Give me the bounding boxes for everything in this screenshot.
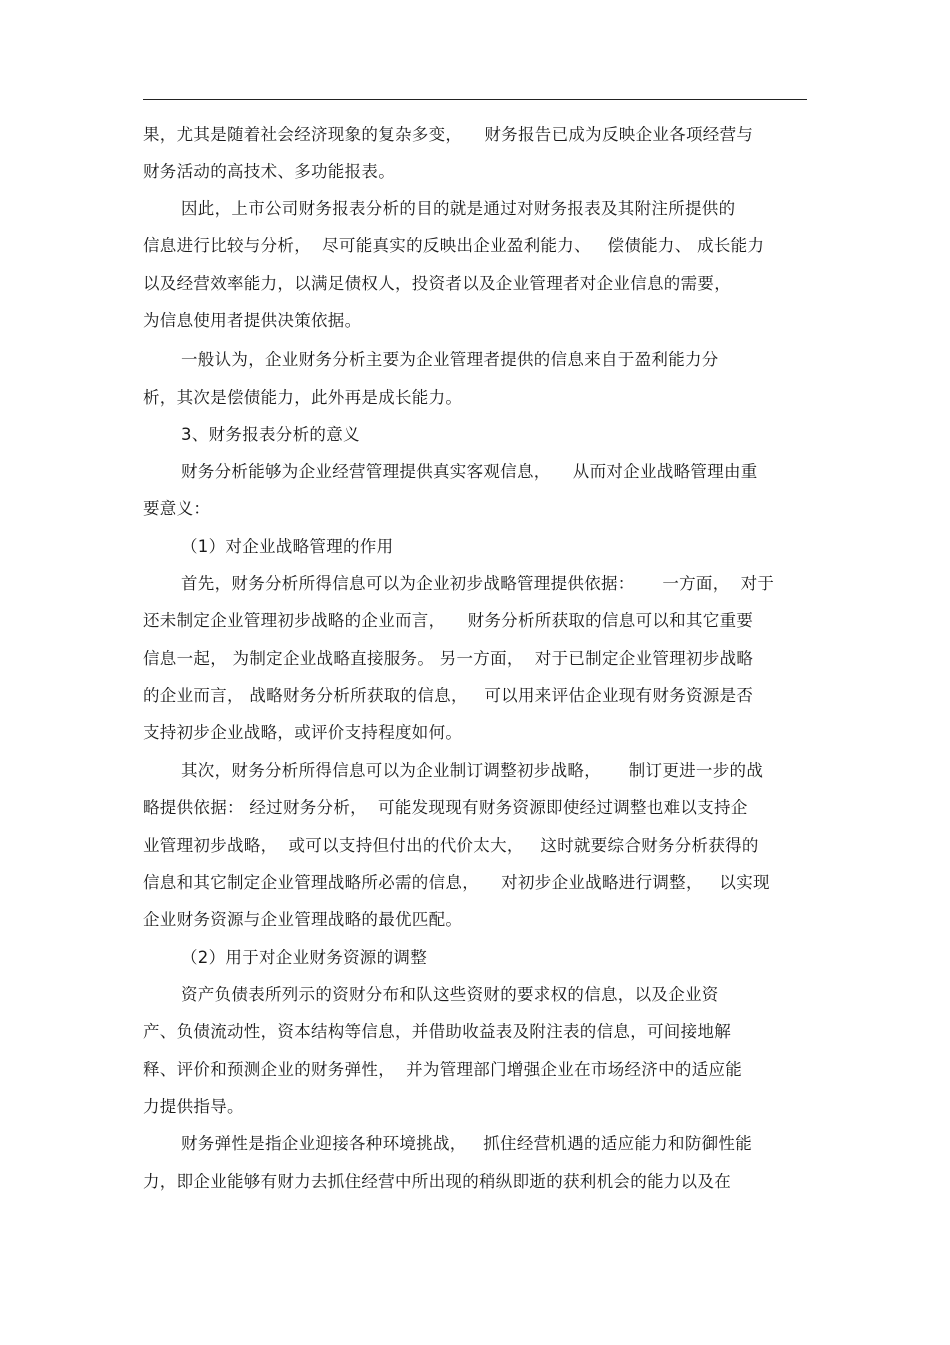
text-line: 以及经营效率能力，以满足债权人，投资者以及企业管理者对企业信息的需要， (143, 274, 731, 293)
text-line: 信息和其它制定企业管理战略所必需的信息， 对初步企业战略进行调整， 以实现 (143, 873, 770, 892)
text-line: 其次，财务分析所得信息可以为企业制订调整初步战略， 制订更进一步的战 (181, 761, 764, 780)
header-rule (143, 99, 807, 100)
text-line: 财务弹性是指企业迎接各种环境挑战， 抓住经营机遇的适应能力和防御性能 (181, 1134, 753, 1153)
text-line: 支持初步企业战略，或评价支持程度如何。 (143, 723, 463, 742)
section-heading: 3、财务报表分析的意义 (181, 425, 360, 444)
text-line: 一般认为，企业财务分析主要为企业管理者提供的信息来自于盈利能力分 (181, 350, 719, 369)
text-line: 企业财务资源与企业管理战略的最优匹配。 (143, 910, 463, 929)
text-line: 释、评价和预测企业的财务弹性， 并为管理部门增强企业在市场经济中的适应能 (143, 1060, 743, 1079)
text-line: 力，即企业能够有财力去抓住经营中所出现的稍纵即逝的获利机会的能力以及在 (143, 1172, 731, 1191)
text-line: 因此，上市公司财务报表分析的目的就是通过对财务报表及其附注所提供的 (181, 199, 736, 218)
text-line: 信息进行比较与分析， 尽可能真实的反映出企业盈利能力、 偿债能力、 成长能力 (143, 236, 765, 255)
text-line: 财务活动的高技术、多功能报表。 (143, 162, 395, 181)
text-line: 的企业而言， 战略财务分析所获取的信息， 可以用来评估企业现有财务资源是否 (143, 686, 754, 705)
text-line: 产、负债流动性，资本结构等信息，并借助收益表及附注表的信息，可间接地解 (143, 1022, 731, 1041)
subsection-heading: （1）对企业战略管理的作用 (181, 537, 394, 556)
subsection-heading: （2）用于对企业财务资源的调整 (181, 948, 427, 967)
text-line: 财务分析能够为企业经营管理提供真实客观信息， 从而对企业战略管理由重 (181, 462, 758, 481)
text-line: 要意义： (143, 499, 211, 518)
text-line: 略提供依据： 经过财务分析， 可能发现现有财务资源即使经过调整也难以支持企 (143, 798, 748, 817)
text-line: 为信息使用者提供决策依据。 (143, 311, 362, 330)
text-line: 首先，财务分析所得信息可以为企业初步战略管理提供依据： 一方面， 对于 (181, 574, 775, 593)
text-line: 还未制定企业管理初步战略的企业而言， 财务分析所获取的信息可以和其它重要 (143, 611, 754, 630)
text-line: 力提供指导。 (143, 1097, 244, 1116)
text-line: 析，其次是偿债能力，此外再是成长能力。 (143, 388, 463, 407)
text-line: 信息一起， 为制定企业战略直接服务。 另一方面， 对于已制定企业管理初步战略 (143, 649, 754, 668)
text-line: 果，尤其是随着社会经济现象的复杂多变， 财务报告已成为反映企业各项经营与 (143, 125, 754, 144)
text-line: 业管理初步战略， 或可以支持但付出的代价太大， 这时就要综合财务分析获得的 (143, 836, 759, 855)
text-line: 资产负债表所列示的资财分布和队这些资财的要求权的信息，以及企业资 (181, 985, 719, 1004)
